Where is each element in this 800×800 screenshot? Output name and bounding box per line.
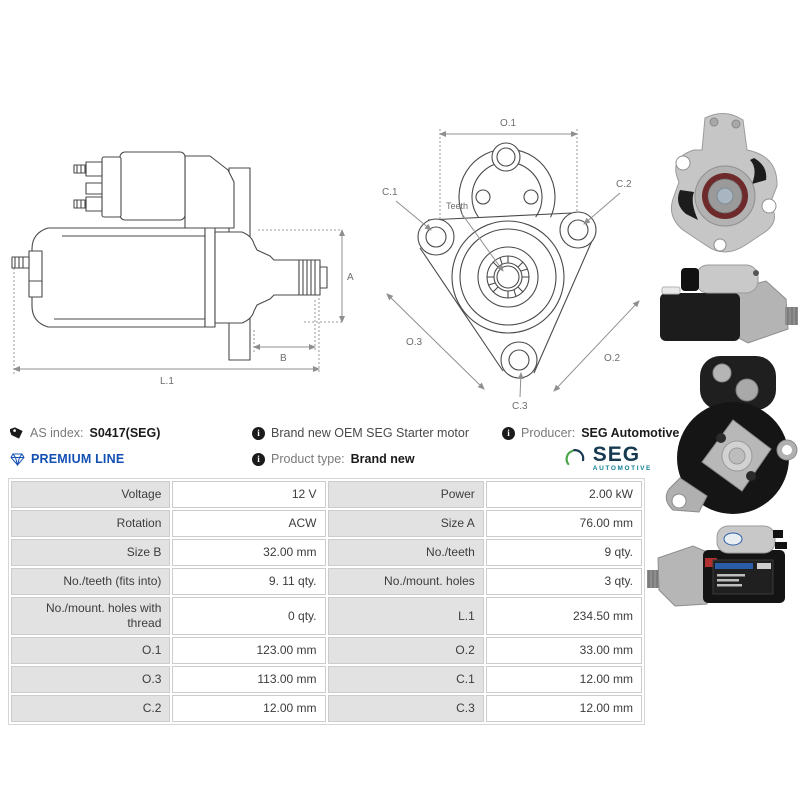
spec-value: 12 V (172, 481, 325, 508)
spec-label: Size B (11, 539, 170, 566)
table-row (11, 510, 642, 537)
diamond-icon (10, 453, 25, 466)
side-view-technical-drawing (2, 148, 354, 390)
dim-label-o2: O.2 (604, 353, 621, 364)
info-icon: i (252, 427, 265, 440)
seg-logo-text: SEG (592, 442, 641, 466)
info-icon: i (252, 453, 265, 466)
brand-line (252, 426, 469, 440)
seg-logo-circle-icon (564, 445, 587, 472)
spec-value: 0 qty. (172, 597, 325, 635)
table-row (11, 666, 642, 693)
spec-value: 12.00 mm (486, 695, 642, 722)
table-row (11, 695, 642, 722)
spec-value: 32.00 mm (172, 539, 325, 566)
as-index-line (10, 426, 160, 440)
spec-value: ACW (172, 510, 325, 537)
premium-line-label: PREMIUM LINE (31, 452, 125, 466)
tag-icon (10, 426, 24, 440)
premium-line (10, 452, 124, 466)
spec-label: No./mount. holes with thread (11, 597, 170, 635)
dim-label-c1: C.1 (382, 187, 398, 198)
dim-label-c3: C.3 (512, 401, 528, 412)
spec-label: No./teeth (328, 539, 484, 566)
spec-label: C.3 (328, 695, 484, 722)
seg-automotive-logo (564, 438, 652, 478)
table-row (11, 481, 642, 508)
spec-label: C.1 (328, 666, 484, 693)
dim-label-o1: O.1 (500, 118, 517, 129)
spec-label: Size A (328, 510, 484, 537)
spec-value: 12.00 mm (172, 695, 325, 722)
table-row (11, 539, 642, 566)
spec-label: O.3 (11, 666, 170, 693)
spec-value: 33.00 mm (486, 637, 642, 664)
front-view-technical-drawing (362, 113, 662, 413)
seg-logo-subtext: AUTOMOTIVE (592, 464, 652, 472)
dim-label-b: B (280, 353, 287, 364)
spec-label: O.2 (328, 637, 484, 664)
product-type-line (252, 452, 415, 466)
spec-label: No./mount. holes (328, 568, 484, 595)
spec-value: 9 qty. (486, 539, 642, 566)
producer-label: Producer: (521, 426, 576, 440)
product-type-label: Product type: (271, 452, 345, 466)
spec-value: 234.50 mm (486, 597, 642, 635)
producer-value: SEG Automotive (581, 426, 680, 440)
spec-label: Voltage (11, 481, 170, 508)
spec-value: 2.00 kW (486, 481, 642, 508)
spec-value: 12.00 mm (486, 666, 642, 693)
table-row (11, 568, 642, 595)
info-icon: i (502, 427, 515, 440)
dim-label-l1: L.1 (160, 376, 174, 387)
photo-starter-side-view-2 (645, 518, 795, 613)
dim-label-o3: O.3 (406, 337, 423, 348)
spec-value: 113.00 mm (172, 666, 325, 693)
brand-line-text: Brand new OEM SEG Starter motor (271, 426, 469, 440)
spec-value: 3 qty. (486, 568, 642, 595)
spec-label: No./teeth (fits into) (11, 568, 170, 595)
spec-label: C.2 (11, 695, 170, 722)
as-index-label: AS index: (30, 426, 84, 440)
table-row (11, 637, 642, 664)
table-row (11, 597, 642, 635)
spec-label: L.1 (328, 597, 484, 635)
dim-label-teeth: Teeth (446, 201, 469, 211)
photo-starter-side-view-1 (648, 255, 800, 350)
spec-value: 123.00 mm (172, 637, 325, 664)
dim-label-a: A (347, 272, 354, 283)
spec-table (8, 478, 645, 725)
spec-label: Power (328, 481, 484, 508)
spec-value: 9. 11 qty. (172, 568, 325, 595)
spec-label: Rotation (11, 510, 170, 537)
photo-starter-front-view (650, 106, 800, 256)
spec-value: 76.00 mm (486, 510, 642, 537)
dim-label-c2: C.2 (616, 179, 632, 190)
as-index-value: S0417(SEG) (89, 426, 161, 440)
spec-label: O.1 (11, 637, 170, 664)
product-type-value: Brand new (350, 452, 415, 466)
